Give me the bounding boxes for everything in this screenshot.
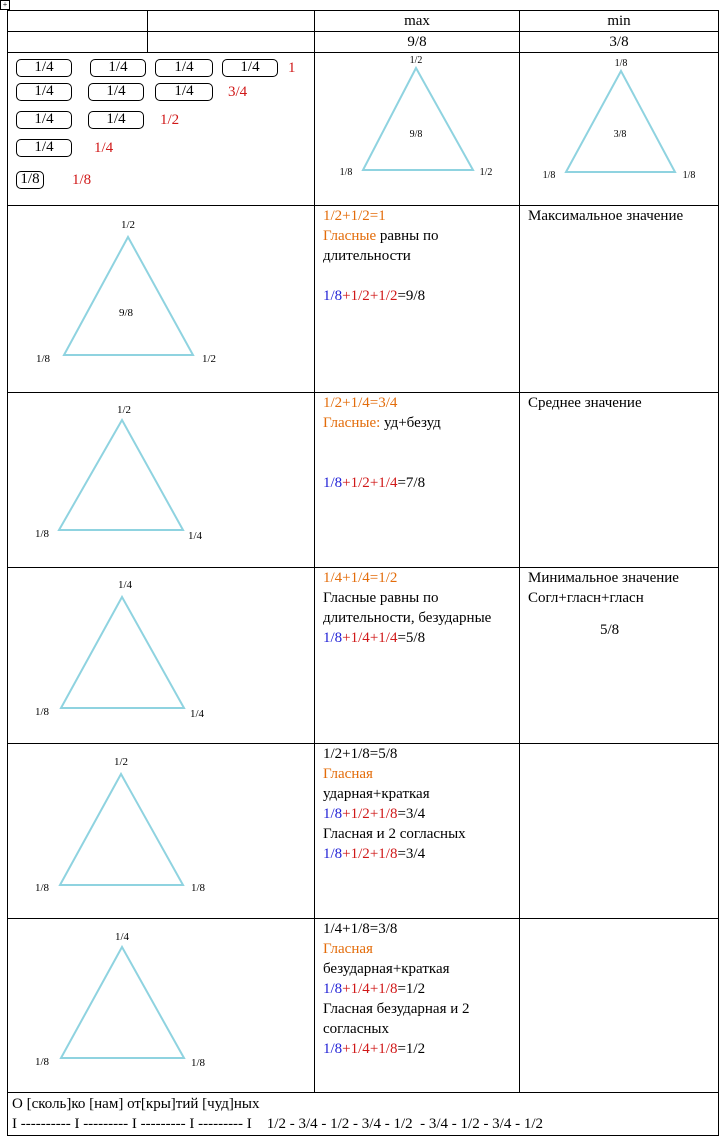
calc-part: 1/4 <box>350 981 370 997</box>
row-1-triangle-right: 1/2 <box>201 353 217 365</box>
header-empty-1 <box>8 11 148 32</box>
min-triangle-center: 3/8 <box>613 129 627 140</box>
max-triangle-left: 1/8 <box>339 167 353 178</box>
row-4-formula-head: 1/2+1/8=5/8 <box>323 746 398 762</box>
row-4-triangle-cell <box>8 744 315 919</box>
calc-part: + <box>342 806 351 822</box>
calc-part: 1/8 <box>323 475 343 491</box>
row-4-triangle-left: 1/8 <box>34 882 50 894</box>
duration-total: 1/8 <box>72 172 92 188</box>
duration-pill: 1/4 <box>88 83 144 101</box>
calc-part: + <box>342 288 351 304</box>
footer-cell <box>8 1093 719 1136</box>
header-row-2 <box>8 32 719 53</box>
row-3-triangle-right: 1/4 <box>189 708 205 720</box>
row-5 <box>8 919 719 1093</box>
row-4-triangle-top: 1/2 <box>113 756 129 768</box>
duration-pills <box>8 53 314 205</box>
row-5-calc <box>323 979 511 999</box>
calc-part: + <box>342 1041 351 1057</box>
header-empty-3 <box>8 32 148 53</box>
row-4-calc <box>323 804 511 824</box>
min-triangle-top: 1/8 <box>614 58 628 69</box>
min-triangle-left: 1/8 <box>542 170 556 181</box>
duration-pill: 1/4 <box>88 111 144 129</box>
row-5-note-cell <box>520 919 719 1093</box>
row-1-note-cell <box>520 206 719 393</box>
row-4-note-cell <box>520 744 719 919</box>
row-3-line1: Гласные равны по длительности, безударные <box>323 590 492 626</box>
calc-part: 1/8 <box>378 846 398 862</box>
calc-part: 1/8 <box>378 1041 398 1057</box>
calc-part: =5/8 <box>397 630 426 646</box>
row-2-triangle-top: 1/2 <box>116 404 132 416</box>
row-1-triangle <box>8 206 315 392</box>
footer-line1: О [сколь]ко [нам] от[кры]тий [чуд]ных <box>12 1096 260 1112</box>
row-2-line1-rest: уд+безуд <box>380 415 441 431</box>
calc-part: 1/8 <box>323 981 343 997</box>
row-5-triangle-left: 1/8 <box>34 1056 50 1068</box>
row-3 <box>8 568 719 744</box>
duration-total: 1/2 <box>160 112 180 128</box>
row-3-note-cell <box>520 568 719 744</box>
duration-total: 3/4 <box>228 84 248 100</box>
row-1-formula-cell <box>315 206 520 393</box>
row-3-calc <box>323 628 511 648</box>
duration-total: 1 <box>288 60 296 76</box>
calc-part: 1/4 <box>378 475 398 491</box>
row-3-note-line2: Согл+гласн+гласн <box>528 590 644 606</box>
row-1-calc <box>323 286 511 306</box>
row-5-formula-cell <box>315 919 520 1093</box>
duration-pill: 1/4 <box>16 59 72 77</box>
header-max-value: 9/8 <box>315 32 520 53</box>
calc-part: 1/2 <box>350 288 370 304</box>
duration-pill: 1/4 <box>222 59 278 77</box>
row-1-triangle-center: 9/8 <box>118 307 134 319</box>
min-triangle <box>520 53 719 203</box>
calc-part: 1/8 <box>323 1041 343 1057</box>
table-move-handle-icon[interactable]: + <box>0 0 10 10</box>
row-3-formula-cell <box>315 568 520 744</box>
calc-part: =7/8 <box>397 475 426 491</box>
max-triangle-cell <box>315 53 520 206</box>
row-5-calc2 <box>323 1039 511 1059</box>
calc-part: 1/4 <box>350 1041 370 1057</box>
row-5-triangle-cell <box>8 919 315 1093</box>
calc-part: + <box>342 981 351 997</box>
header-empty-2 <box>148 11 315 32</box>
calc-part: + <box>369 1041 379 1057</box>
row-2-triangle-left: 1/8 <box>34 528 50 540</box>
max-triangle-right: 1/2 <box>479 167 493 178</box>
row-1-line1 <box>323 226 511 266</box>
duration-pill: 1/4 <box>16 139 72 157</box>
calc-part: 1/8 <box>323 288 343 304</box>
row-1 <box>8 206 719 393</box>
row-4 <box>8 744 719 919</box>
calc-part: + <box>369 630 379 646</box>
durations-row <box>8 53 719 206</box>
min-triangle-cell <box>520 53 719 206</box>
row-4-line1-orange: Гласная <box>323 766 373 782</box>
calc-part: + <box>369 475 379 491</box>
calc-part: 1/8 <box>323 806 343 822</box>
row-5-triangle-top: 1/4 <box>114 931 130 943</box>
max-triangle-top: 1/2 <box>409 55 423 66</box>
row-3-formula-head: 1/4+1/4=1/2 <box>323 570 398 586</box>
duration-pill: 1/8 <box>16 171 44 189</box>
row-2 <box>8 393 719 568</box>
row-2-note: Среднее значение <box>528 395 642 411</box>
duration-pill: 1/4 <box>16 111 72 129</box>
max-triangle-center: 9/8 <box>409 129 423 140</box>
row-2-triangle <box>8 393 315 567</box>
row-2-formula-head: 1/2+1/4=3/4 <box>323 395 398 411</box>
row-1-triangle-cell <box>8 206 315 393</box>
row-4-line3: Гласная и 2 согласных <box>323 826 466 842</box>
header-min: min <box>520 11 719 32</box>
footer-line2: I ---------- I --------- I --------- I --------- I 1/2 - 3/4 - 1/2 - 3/4 - 1/2 - 3/4 - 1/2 - 3/4 - 1/2 <box>12 1116 544 1132</box>
calc-part: 1/8 <box>323 630 343 646</box>
row-5-line2: безударная+краткая <box>323 961 450 977</box>
duration-pill: 1/4 <box>155 83 213 101</box>
duration-pill: 1/4 <box>155 59 213 77</box>
calc-part: =1/2 <box>397 1041 426 1057</box>
row-3-triangle <box>8 568 315 743</box>
row-4-calc2 <box>323 844 511 864</box>
row-3-note-value: 5/8 <box>600 622 620 638</box>
header-empty-4 <box>148 32 315 53</box>
calc-part: + <box>342 630 351 646</box>
row-2-note-cell <box>520 393 719 568</box>
duration-pill: 1/4 <box>90 59 146 77</box>
row-3-note-line1: Минимальное значение <box>528 570 679 586</box>
header-row-1 <box>8 11 719 32</box>
row-2-triangle-right: 1/4 <box>187 530 203 542</box>
calc-part: 1/8 <box>378 806 398 822</box>
row-2-line1 <box>323 413 511 433</box>
calc-part: + <box>369 288 379 304</box>
calc-part: 1/4 <box>350 630 370 646</box>
calc-part: =3/4 <box>397 806 426 822</box>
calc-part: 1/8 <box>323 846 343 862</box>
calc-part: =3/4 <box>397 846 426 862</box>
row-3-triangle-cell <box>8 568 315 744</box>
row-5-line3: Гласная безударная и 2 согласных <box>323 1001 470 1037</box>
row-4-triangle-right: 1/8 <box>190 882 206 894</box>
row-2-triangle-cell <box>8 393 315 568</box>
duration-total: 1/4 <box>94 140 114 156</box>
calc-part: =1/2 <box>397 981 426 997</box>
row-5-line1-orange: Гласная <box>323 941 373 957</box>
row-4-triangle <box>8 744 315 918</box>
calc-part: =9/8 <box>397 288 426 304</box>
row-5-triangle <box>8 919 315 1092</box>
row-3-triangle-left: 1/8 <box>34 706 50 718</box>
calc-part: + <box>369 981 379 997</box>
row-1-line1-orange: Гласные <box>323 228 377 244</box>
durations-cell <box>8 53 315 206</box>
rhythm-table <box>7 10 719 1136</box>
min-triangle-right: 1/8 <box>682 170 696 181</box>
row-2-line1-orange: Гласные: <box>323 415 381 431</box>
duration-pill: 1/4 <box>16 83 72 101</box>
calc-part: 1/2 <box>350 475 370 491</box>
row-2-calc <box>323 473 511 493</box>
row-1-note: Максимальное значение <box>528 208 684 224</box>
max-triangle <box>315 53 520 203</box>
calc-part: 1/2 <box>378 288 398 304</box>
row-5-formula-head: 1/4+1/8=3/8 <box>323 921 398 937</box>
row-1-formula-head: 1/2+1/2=1 <box>323 208 386 224</box>
row-4-line2: ударная+краткая <box>323 786 430 802</box>
calc-part: + <box>369 806 379 822</box>
calc-part: 1/4 <box>378 630 398 646</box>
calc-part: + <box>342 475 351 491</box>
row-3-triangle-top: 1/4 <box>117 579 133 591</box>
calc-part: 1/8 <box>378 981 398 997</box>
calc-part: 1/2 <box>350 806 370 822</box>
row-2-formula-cell <box>315 393 520 568</box>
row-1-line1-rest: равны по длительности <box>323 228 439 264</box>
footer-row <box>8 1093 719 1136</box>
header-max: max <box>315 11 520 32</box>
row-4-formula-cell <box>315 744 520 919</box>
calc-part: + <box>369 846 379 862</box>
row-1-triangle-top: 1/2 <box>120 219 136 231</box>
header-min-value: 3/8 <box>520 32 719 53</box>
row-5-triangle-right: 1/8 <box>190 1057 206 1069</box>
calc-part: 1/2 <box>350 846 370 862</box>
row-1-triangle-left: 1/8 <box>35 353 51 365</box>
calc-part: + <box>342 846 351 862</box>
